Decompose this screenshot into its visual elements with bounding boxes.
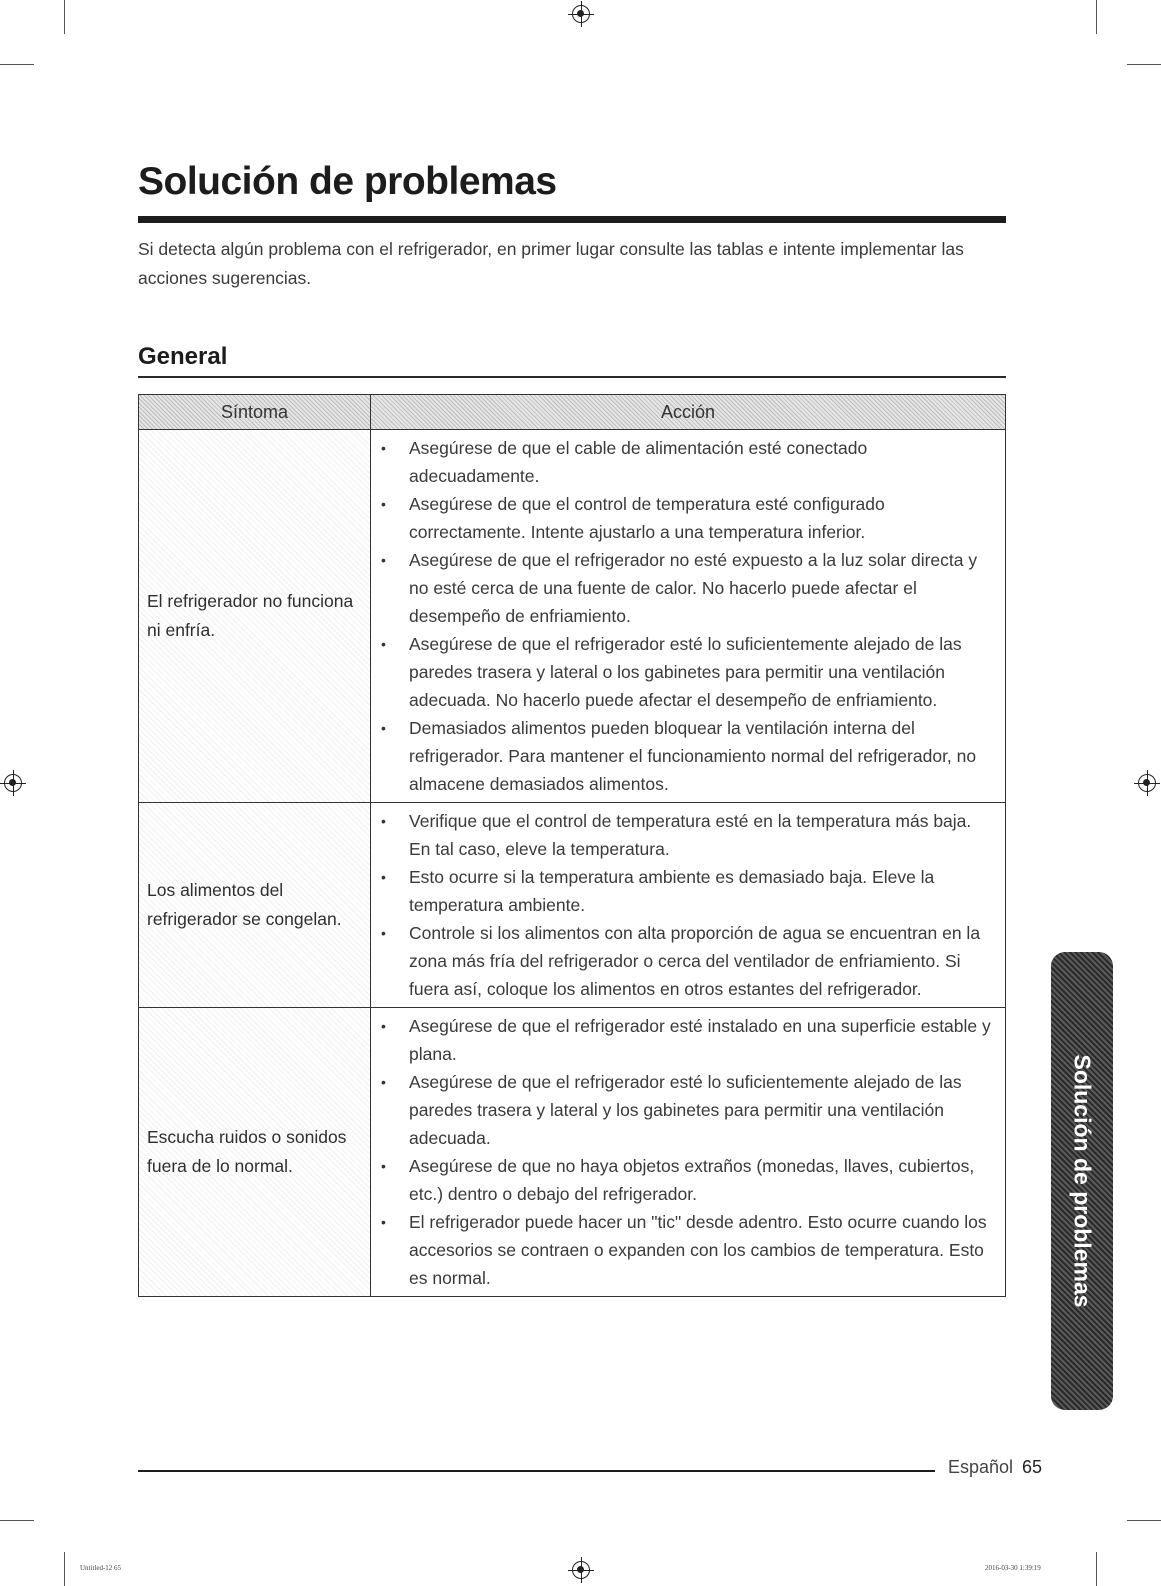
- chapter-side-tab: [1051, 952, 1113, 1410]
- action-item: • Asegúrese de que el refrigerador no esté expuesto a la luz solar directa y no esté cerca de una fuente de calor. No hacerlo puede afectar el desempeño de enfriamiento.: [381, 546, 995, 630]
- page-number: 65: [1022, 1457, 1043, 1477]
- footer-language: Español: [948, 1457, 1014, 1477]
- action-item: • Asegúrese de que el refrigerador esté lo suficientemente alejado de las paredes trasera y lateral y los gabinetes para permitir una ventilación adecuada.: [381, 1068, 995, 1152]
- action-list: [381, 807, 995, 1003]
- action-item: • Asegúrese de que el refrigerador esté lo suficientemente alejado de las paredes trasera y lateral o los gabinetes para permitir una ventilación adecuada. No hacerlo puede afectar el desempeño de enfriamiento.: [381, 630, 995, 714]
- action-item: • Esto ocurre si la temperatura ambiente es demasiado baja. Eleve la temperatura ambiente.: [381, 863, 995, 919]
- registration-mark-icon: [4, 774, 22, 792]
- action-cell: [371, 430, 1005, 802]
- action-item: • Asegúrese de que no haya objetos extraños (monedas, llaves, cubiertos, etc.) dentro o debajo del refrigerador.: [381, 1152, 995, 1208]
- intro-text: Si detecta algún problema con el refrigerador, en primer lugar consulte las tablas e intente implementar las acciones sugerencias.: [138, 239, 964, 288]
- table-row: [139, 430, 1005, 803]
- table-row: [139, 1008, 1005, 1296]
- action-item: • Asegúrese de que el refrigerador esté instalado en una superficie estable y plana.: [381, 1012, 995, 1068]
- action-item: • Asegúrese de que el control de temperatura esté configurado correctamente. Intente ajustarlo a una temperatura inferior.: [381, 490, 995, 546]
- registration-mark-icon: [572, 1561, 590, 1579]
- crop-mark: [0, 64, 34, 65]
- action-item: • Controle si los alimentos con alta proporción de agua se encuentran en la zona más fría del refrigerador o cerca del ventilador de enfriamiento. Si fuera así, coloque los alimentos en otros estantes del refrigerador.: [381, 919, 995, 1003]
- action-item: • El refrigerador puede hacer un "tic" desde adentro. Esto ocurre cuando los accesorios se contraen o expanden con los cambios de temperatura. Esto es normal.: [381, 1208, 995, 1292]
- crop-mark: [1127, 1520, 1161, 1521]
- crop-mark: [1096, 1552, 1097, 1586]
- crop-mark: [0, 1520, 34, 1521]
- crop-mark: [64, 0, 65, 34]
- crop-mark: [64, 1552, 65, 1586]
- print-slug-left: Untitled-12 65: [80, 1564, 122, 1572]
- action-item: • Verifique que el control de temperatura esté en la temperatura más baja. En tal caso, eleve la temperatura.: [381, 807, 995, 863]
- side-tab-label: Solución de problemas: [1069, 1054, 1096, 1308]
- symptom-cell: Los alimentos del refrigerador se congelan.: [139, 803, 371, 1007]
- troubleshooting-table: [138, 394, 1006, 1297]
- symptom-cell: El refrigerador no funciona ni enfría.: [139, 430, 371, 802]
- column-header-action: Acción: [660, 402, 716, 422]
- table-header: [139, 395, 1005, 430]
- print-slug-right: 2016-03-30 1:39:19: [985, 1564, 1041, 1572]
- registration-mark-icon: [1138, 774, 1156, 792]
- section-heading: General: [138, 343, 228, 370]
- action-cell: [371, 803, 1005, 1007]
- column-header-symptom: Síntoma: [139, 395, 371, 429]
- action-item: • Demasiados alimentos pueden bloquear la ventilación interna del refrigerador. Para mantener el funcionamiento normal del refrigerador, no almacene demasiados alimentos.: [381, 714, 995, 798]
- symptom-cell: Escucha ruidos o sonidos fuera de lo normal.: [139, 1008, 371, 1296]
- action-cell: [371, 1008, 1005, 1296]
- title-rule: [138, 216, 1006, 223]
- registration-mark-icon: [572, 5, 590, 23]
- action-list: [381, 1012, 995, 1292]
- crop-mark: [1127, 64, 1161, 65]
- footer-rule: [138, 1470, 935, 1472]
- table-row: [139, 803, 1005, 1008]
- crop-mark: [1096, 0, 1097, 34]
- section-rule: [138, 376, 1006, 378]
- action-item: • Asegúrese de que el cable de alimentación esté conectado adecuadamente.: [381, 434, 995, 490]
- action-list: [381, 434, 995, 798]
- page-title: Solución de problemas: [138, 160, 557, 203]
